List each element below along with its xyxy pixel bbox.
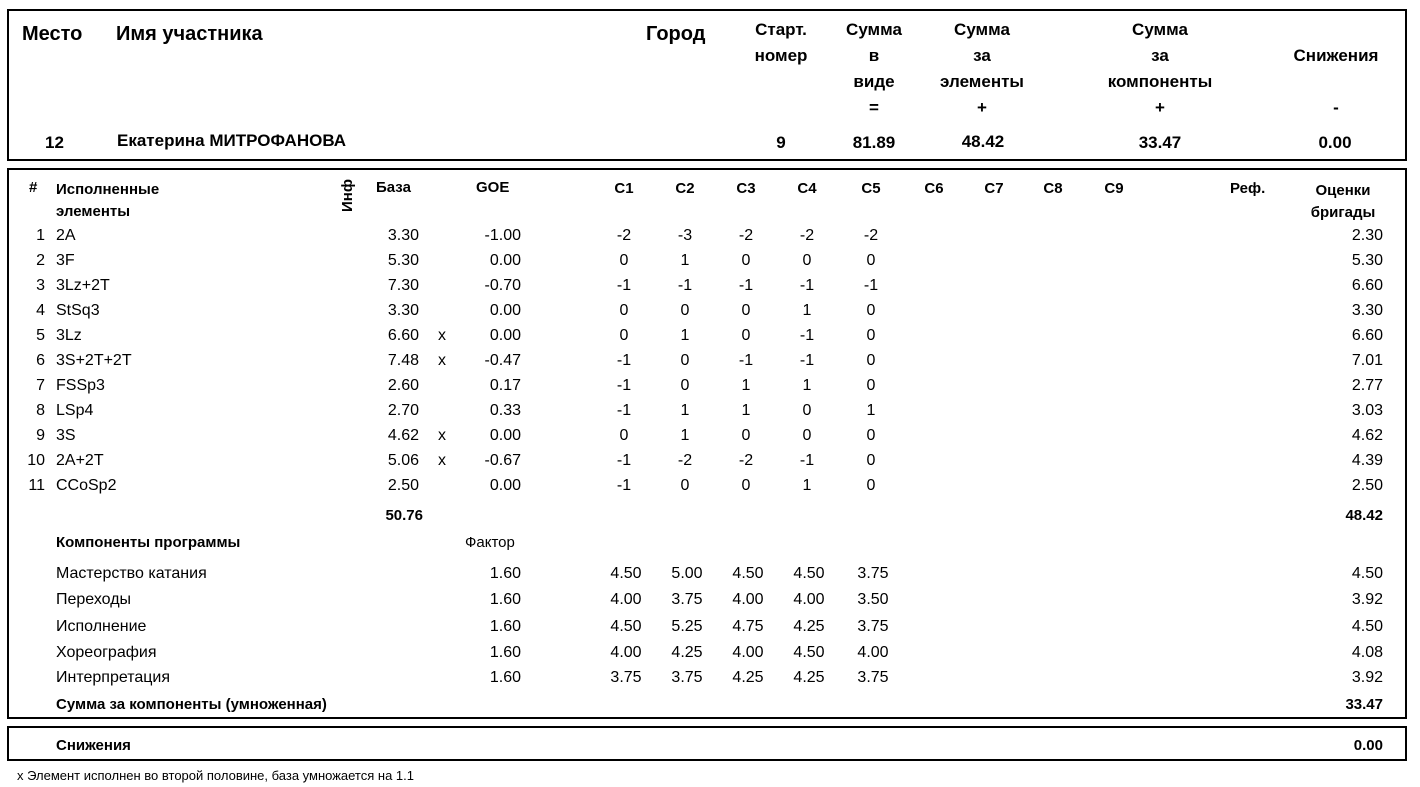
element-judge-c4: -1: [799, 352, 815, 369]
component-name: Мастерство катания: [56, 565, 207, 582]
element-number: 3: [36, 277, 45, 294]
element-base: 4.62: [387, 427, 419, 444]
component-judge-c3: 4.50: [732, 565, 764, 582]
col-header-number: #: [29, 179, 38, 196]
footnote: x Элемент исполнен во второй половине, база умножается на 1.1: [17, 768, 414, 783]
component-judge-c1: 4.00: [610, 591, 642, 608]
component-name: Интерпретация: [56, 669, 171, 686]
element-judge-c5: 0: [866, 452, 876, 469]
skater-place: 12: [45, 133, 64, 152]
component-judge-c4: 4.50: [793, 565, 825, 582]
element-judge-c1: -1: [616, 377, 632, 394]
element-judge-c1: -1: [616, 352, 632, 369]
element-number: 7: [36, 377, 45, 394]
element-judge-c2: -2: [677, 452, 693, 469]
element-judge-c5: 0: [866, 377, 876, 394]
element-judge-c3: -2: [738, 227, 754, 244]
element-judge-c3: -1: [738, 352, 754, 369]
element-judge-c4: -1: [799, 327, 815, 344]
component-name: Исполнение: [56, 618, 147, 635]
component-panel-score: 3.92: [1351, 669, 1383, 686]
col-header-ref: Реф.: [1230, 180, 1266, 197]
skater-elements-score: 48.42: [961, 132, 1005, 151]
element-base: 2.60: [387, 377, 419, 394]
element-base: 3.30: [387, 227, 419, 244]
element-goe: 0.00: [489, 302, 521, 319]
component-judge-c1: 4.00: [610, 644, 642, 661]
element-judge-c5: 0: [866, 327, 876, 344]
skater-components-score: 33.47: [1138, 133, 1182, 152]
element-judge-c4: -1: [799, 452, 815, 469]
components-total-value: 33.47: [1345, 696, 1383, 713]
element-judge-c2: 0: [680, 477, 690, 494]
component-judge-c3: 4.25: [732, 669, 764, 686]
element-judge-c1: 0: [619, 252, 629, 269]
element-code: FSSp3: [56, 377, 105, 394]
element-number: 6: [36, 352, 45, 369]
element-judge-c4: -2: [799, 227, 815, 244]
deductions-label: Снижения: [56, 737, 131, 754]
element-judge-c5: -2: [863, 227, 879, 244]
element-panel-score: 7.01: [1351, 352, 1383, 369]
component-judge-c2: 5.25: [671, 618, 703, 635]
element-judge-c2: 0: [680, 377, 690, 394]
element-base: 5.30: [387, 252, 419, 269]
element-judge-c2: 1: [680, 327, 690, 344]
components-title: Компоненты программы: [56, 534, 241, 551]
element-code: LSp4: [56, 402, 94, 419]
element-panel-score: 6.60: [1351, 277, 1383, 294]
component-judge-c4: 4.50: [793, 644, 825, 661]
factor-header: Фактор: [465, 534, 515, 551]
element-judge-c1: -1: [616, 402, 632, 419]
component-judge-c5: 3.75: [857, 618, 889, 635]
element-judge-c3: 0: [741, 427, 751, 444]
total-score-header: Сумма в виде =: [846, 20, 902, 117]
element-code: CCoSp2: [56, 477, 117, 494]
component-judge-c1: 4.50: [610, 618, 642, 635]
element-judge-c2: 1: [680, 427, 690, 444]
component-factor: 1.60: [489, 591, 521, 608]
component-judge-c3: 4.00: [732, 644, 764, 661]
element-judge-c1: 0: [619, 302, 629, 319]
element-goe: 0.33: [489, 402, 521, 419]
element-judge-c5: 1: [866, 402, 876, 419]
element-judge-c4: 0: [802, 427, 812, 444]
component-factor: 1.60: [489, 618, 521, 635]
element-judge-c1: 0: [619, 427, 629, 444]
element-panel-score: 2.77: [1351, 377, 1383, 394]
element-code: 2A: [56, 227, 76, 244]
element-judge-c3: 1: [741, 402, 751, 419]
deductions-box: [7, 726, 1407, 761]
element-judge-c5: 0: [866, 427, 876, 444]
col-header-c2: C2: [675, 180, 695, 197]
element-judge-c3: -2: [738, 452, 754, 469]
component-judge-c4: 4.00: [793, 591, 825, 608]
element-number: 1: [36, 227, 45, 244]
element-goe: 0.00: [489, 327, 521, 344]
start-number-header: Старт. номер: [754, 20, 808, 65]
col-header-c1: C1: [614, 180, 634, 197]
element-panel-score: 5.30: [1351, 252, 1383, 269]
element-judge-c2: 0: [680, 352, 690, 369]
element-number: 11: [28, 477, 45, 494]
element-judge-c5: -1: [863, 277, 879, 294]
element-judge-c2: 1: [680, 402, 690, 419]
element-number: 5: [36, 327, 45, 344]
element-info: x: [438, 352, 446, 369]
element-base: 7.48: [387, 352, 419, 369]
element-info: x: [438, 427, 446, 444]
element-goe: -0.67: [484, 452, 521, 469]
element-judge-c4: 1: [802, 477, 812, 494]
element-base: 6.60: [387, 327, 419, 344]
element-judge-c5: 0: [866, 477, 876, 494]
col-header-c6: C6: [924, 180, 944, 197]
element-panel-score: 4.62: [1351, 427, 1383, 444]
element-judge-c3: 1: [741, 377, 751, 394]
component-judge-c5: 3.75: [857, 669, 889, 686]
element-number: 10: [27, 452, 45, 469]
element-judge-c3: 0: [741, 477, 751, 494]
element-judge-c2: 0: [680, 302, 690, 319]
col-header-c9: C9: [1104, 180, 1124, 197]
element-judge-c4: 0: [802, 402, 812, 419]
element-judge-c4: 1: [802, 302, 812, 319]
skater-name: Екатерина МИТРОФАНОВА: [117, 131, 347, 150]
element-code: 2A+2T: [56, 452, 104, 469]
city-header: Город: [646, 23, 706, 45]
col-header-goe: GOE: [476, 179, 510, 196]
col-header-c7: C7: [984, 180, 1004, 197]
element-code: 3F: [56, 252, 75, 269]
element-judge-c1: -1: [616, 452, 632, 469]
element-judge-c5: 0: [866, 252, 876, 269]
element-judge-c5: 0: [866, 352, 876, 369]
element-judge-c2: -1: [677, 277, 693, 294]
col-header-c3: C3: [736, 180, 756, 197]
element-goe: 0.00: [489, 477, 521, 494]
base-total: 50.76: [385, 507, 423, 524]
components-score-header: Сумма за компоненты +: [1107, 20, 1213, 117]
component-factor: 1.60: [489, 669, 521, 686]
element-judge-c2: 1: [680, 252, 690, 269]
element-base: 5.06: [387, 452, 419, 469]
component-judge-c2: 5.00: [671, 565, 703, 582]
element-number: 8: [36, 402, 45, 419]
element-base: 7.30: [387, 277, 419, 294]
element-base: 3.30: [387, 302, 419, 319]
element-code: 3Lz: [56, 327, 82, 344]
skater-total-score: 81.89: [852, 133, 896, 152]
deductions-header-label: Снижения: [1293, 46, 1379, 65]
element-info: x: [438, 327, 446, 344]
element-judge-c1: -1: [616, 477, 632, 494]
components-total-label: Сумма за компоненты (умноженная): [56, 696, 327, 713]
element-judge-c3: 0: [741, 252, 751, 269]
component-judge-c4: 4.25: [793, 669, 825, 686]
component-judge-c2: 4.25: [671, 644, 703, 661]
component-name: Хореография: [56, 644, 157, 661]
element-code: 3Lz+2T: [56, 277, 110, 294]
element-panel-score: 2.50: [1351, 477, 1383, 494]
col-header-panel: Оценки бригады: [1310, 182, 1376, 221]
element-judge-c1: -2: [616, 227, 632, 244]
component-judge-c5: 3.50: [857, 591, 889, 608]
element-number: 2: [36, 252, 45, 269]
skater-summary-box: [7, 9, 1407, 161]
element-panel-score: 3.30: [1351, 302, 1383, 319]
component-panel-score: 4.50: [1351, 565, 1383, 582]
element-base: 2.50: [387, 477, 419, 494]
component-judge-c2: 3.75: [671, 669, 703, 686]
element-judge-c1: 0: [619, 327, 629, 344]
element-base: 2.70: [387, 402, 419, 419]
element-goe: -1.00: [484, 227, 521, 244]
element-code: 3S+2T+2T: [56, 352, 132, 369]
elements-score-header: Сумма за элементы +: [940, 20, 1024, 117]
component-judge-c5: 3.75: [857, 565, 889, 582]
element-goe: 0.00: [489, 252, 521, 269]
skater-start-number: 9: [776, 133, 786, 152]
skater-deductions: 0.00: [1318, 133, 1352, 152]
component-judge-c1: 3.75: [610, 669, 642, 686]
component-name: Переходы: [56, 591, 132, 608]
element-panel-score: 4.39: [1351, 452, 1383, 469]
element-code: StSq3: [56, 302, 100, 319]
scores-detail-box: [7, 168, 1407, 719]
component-judge-c1: 4.50: [610, 565, 642, 582]
elements-total: 48.42: [1345, 507, 1383, 524]
place-header: Место: [22, 23, 83, 45]
component-panel-score: 4.08: [1351, 644, 1383, 661]
element-goe: -0.70: [484, 277, 521, 294]
element-number: 4: [36, 302, 45, 319]
deductions-value: 0.00: [1353, 737, 1383, 754]
element-code: 3S: [56, 427, 76, 444]
element-judge-c3: 0: [741, 302, 751, 319]
element-goe: 0.00: [489, 427, 521, 444]
component-judge-c3: 4.00: [732, 591, 764, 608]
col-header-c5: C5: [861, 180, 881, 197]
col-header-element: Исполненные элементы: [56, 181, 160, 220]
component-factor: 1.60: [489, 565, 521, 582]
element-info: x: [438, 452, 446, 469]
element-judge-c3: -1: [738, 277, 754, 294]
element-judge-c4: 1: [802, 377, 812, 394]
component-panel-score: 4.50: [1351, 618, 1383, 635]
col-header-base: База: [376, 179, 411, 196]
element-judge-c4: -1: [799, 277, 815, 294]
element-judge-c4: 0: [802, 252, 812, 269]
component-judge-c2: 3.75: [671, 591, 703, 608]
element-judge-c1: -1: [616, 277, 632, 294]
component-judge-c5: 4.00: [857, 644, 889, 661]
component-judge-c3: 4.75: [732, 618, 764, 635]
component-panel-score: 3.92: [1351, 591, 1383, 608]
col-header-info: Инф: [338, 179, 356, 212]
col-header-c4: C4: [797, 180, 817, 197]
element-panel-score: 2.30: [1351, 227, 1383, 244]
component-factor: 1.60: [489, 644, 521, 661]
element-judge-c2: -3: [677, 227, 693, 244]
element-panel-score: 3.03: [1351, 402, 1383, 419]
element-goe: -0.47: [484, 352, 521, 369]
element-goe: 0.17: [489, 377, 521, 394]
deductions-header-sign: -: [1333, 98, 1339, 117]
element-panel-score: 6.60: [1351, 327, 1383, 344]
element-judge-c5: 0: [866, 302, 876, 319]
col-header-c8: C8: [1043, 180, 1063, 197]
name-header: Имя участника: [116, 23, 263, 45]
element-judge-c3: 0: [741, 327, 751, 344]
element-number: 9: [36, 427, 45, 444]
component-judge-c4: 4.25: [793, 618, 825, 635]
